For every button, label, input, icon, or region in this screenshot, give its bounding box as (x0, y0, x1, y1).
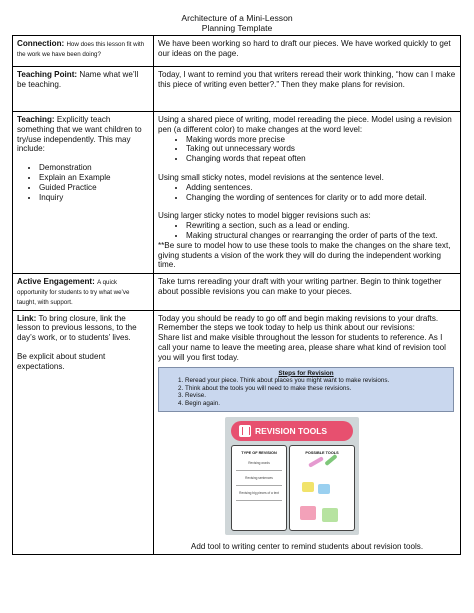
document-subtitle: Planning Template (201, 23, 273, 33)
row-active-engagement (13, 274, 461, 310)
active-engagement-content-cell (154, 274, 461, 310)
list-item: 1. Reread your piece. Think about places you might want to make revisions. (185, 377, 449, 385)
poster-title: REVISION TOOLS (255, 425, 328, 436)
list-item: 4. Begin again. (185, 400, 449, 408)
link-note: To bring closure, link the lesson to previous lessons, to the day’s work, or to students’ lives. (17, 313, 137, 343)
teaching-note: Explicitly teach something that we want children to try/use independently. This may include: (17, 115, 142, 154)
teaching-note2: **Be sure to model how to use these tools to make the changes on the share text, giving students a vision of the work they will do during the independent working time. (158, 240, 451, 270)
pencil-notepad-icon (239, 425, 251, 437)
list-item: • Rewriting a section, such as a lead or ending. (186, 221, 456, 231)
teaching-point-text: Today, I want to remind you that writers reread their work thinking, “how can I make this piece of writing even better?.” Then they make plans for revision. (158, 70, 456, 89)
connection-content-cell (154, 36, 461, 67)
steps-list (163, 377, 449, 407)
link-text2: Share list and make visible throughout the lesson for students to reference. As I call your name to leave the meeting area, please share what kind of revision tool you will you first today. (158, 333, 446, 362)
list-item: • Changing words that repeat often (186, 154, 456, 164)
poster-item: Revising big pieces of a text (236, 486, 282, 501)
steps-title: Steps for Revision (278, 369, 334, 377)
large-sticky-note-icon (300, 506, 316, 520)
link-note2: Be explicit about student expectations. (17, 351, 106, 371)
poster-revision-type-column (231, 445, 287, 531)
steps-for-revision-box (158, 367, 454, 412)
document-title: Architecture of a Mini-Lesson (181, 13, 293, 23)
word-level-list (158, 135, 456, 164)
list-item: 3. Revise. (185, 392, 449, 400)
sentence-level-list (158, 183, 456, 203)
poster-tools-column (289, 445, 355, 531)
active-engagement-text: Take turns rereading your draft with your writing partner. Begin to think together about possible revisions you can make to your pieces. (158, 277, 442, 296)
link-label-cell (13, 310, 154, 555)
list-item: • Adding sentences. (186, 183, 456, 193)
list-item: • Making structural changes or rearranging the order of parts of the text. (186, 231, 456, 241)
active-engagement-note: A quick opportunity for students to try what we’ve taught, with support. (17, 279, 130, 306)
link-label: Link: (17, 313, 37, 323)
sticky-note-icon (302, 482, 314, 492)
poster-item: Revising words (236, 456, 282, 471)
poster-col2-header: POSSIBLE TOOLS (305, 450, 339, 455)
active-engagement-label-cell (13, 274, 154, 310)
connection-label-cell (13, 36, 154, 67)
connection-note: How does this lesson fit with the work we have been doing? (17, 41, 145, 58)
pen-icon (308, 456, 324, 467)
list-item: 2. Think about the tools you will need to make these revisions. (185, 385, 449, 393)
big-revisions-list (158, 221, 456, 241)
row-teaching (13, 112, 461, 274)
teaching-point-label-cell (13, 67, 154, 112)
link-content-cell (154, 310, 461, 555)
teaching-content-cell (154, 112, 461, 274)
connection-label: Connection: (17, 39, 65, 48)
poster-title-banner (231, 421, 353, 441)
row-teaching-point (13, 67, 461, 112)
revision-tools-poster-wrap (158, 417, 456, 535)
list-item: • Demonstration (39, 163, 149, 173)
connection-text: We have been working so hard to draft our pieces. We have worked quickly to get our ideas on the page. (158, 39, 451, 58)
teaching-point-content-cell (154, 67, 461, 112)
planning-table (12, 35, 461, 555)
active-engagement-label: Active Engagement: (17, 277, 95, 287)
large-sticky-note-icon (322, 508, 338, 522)
teaching-label: Teaching: (17, 115, 55, 124)
teaching-point-note: Name what we’ll be teaching. (17, 70, 139, 89)
list-item: • Guided Practice (39, 183, 149, 193)
teaching-point-label: Teaching Point: (17, 70, 78, 79)
list-item: • Explain an Example (39, 173, 149, 183)
list-item: • Making words more precise (186, 135, 456, 145)
poster-item: Revising sentences (236, 471, 282, 486)
teaching-label-cell (13, 112, 154, 274)
list-item: • Inquiry (39, 193, 149, 203)
teaching-methods-list (17, 163, 149, 202)
row-connection (13, 36, 461, 67)
teaching-para2: Using small sticky notes, model revisions at the sentence level. (158, 172, 384, 182)
sticky-note-icon (318, 484, 330, 494)
list-item: • Taking out unnecessary words (186, 144, 456, 154)
poster-caption: Add tool to writing center to remind students about revision tools. (190, 541, 424, 551)
link-text: Today you should be ready to go off and begin making revisions to your drafts. Remember the steps we took today to help us think about our revisions: (158, 313, 439, 333)
teaching-para1: Using a shared piece of writing, model rereading the piece. Model using a revision pen (a different color) to make changes at the word level: (158, 115, 452, 134)
teaching-para3: Using larger sticky notes to model bigger revisions such as: (158, 211, 371, 221)
revision-tools-poster (225, 417, 359, 535)
row-link (13, 310, 461, 555)
poster-col1-header: TYPE OF REVISION (241, 450, 277, 455)
list-item: • Changing the wording of sentences for clarity or to add more detail. (186, 193, 456, 203)
